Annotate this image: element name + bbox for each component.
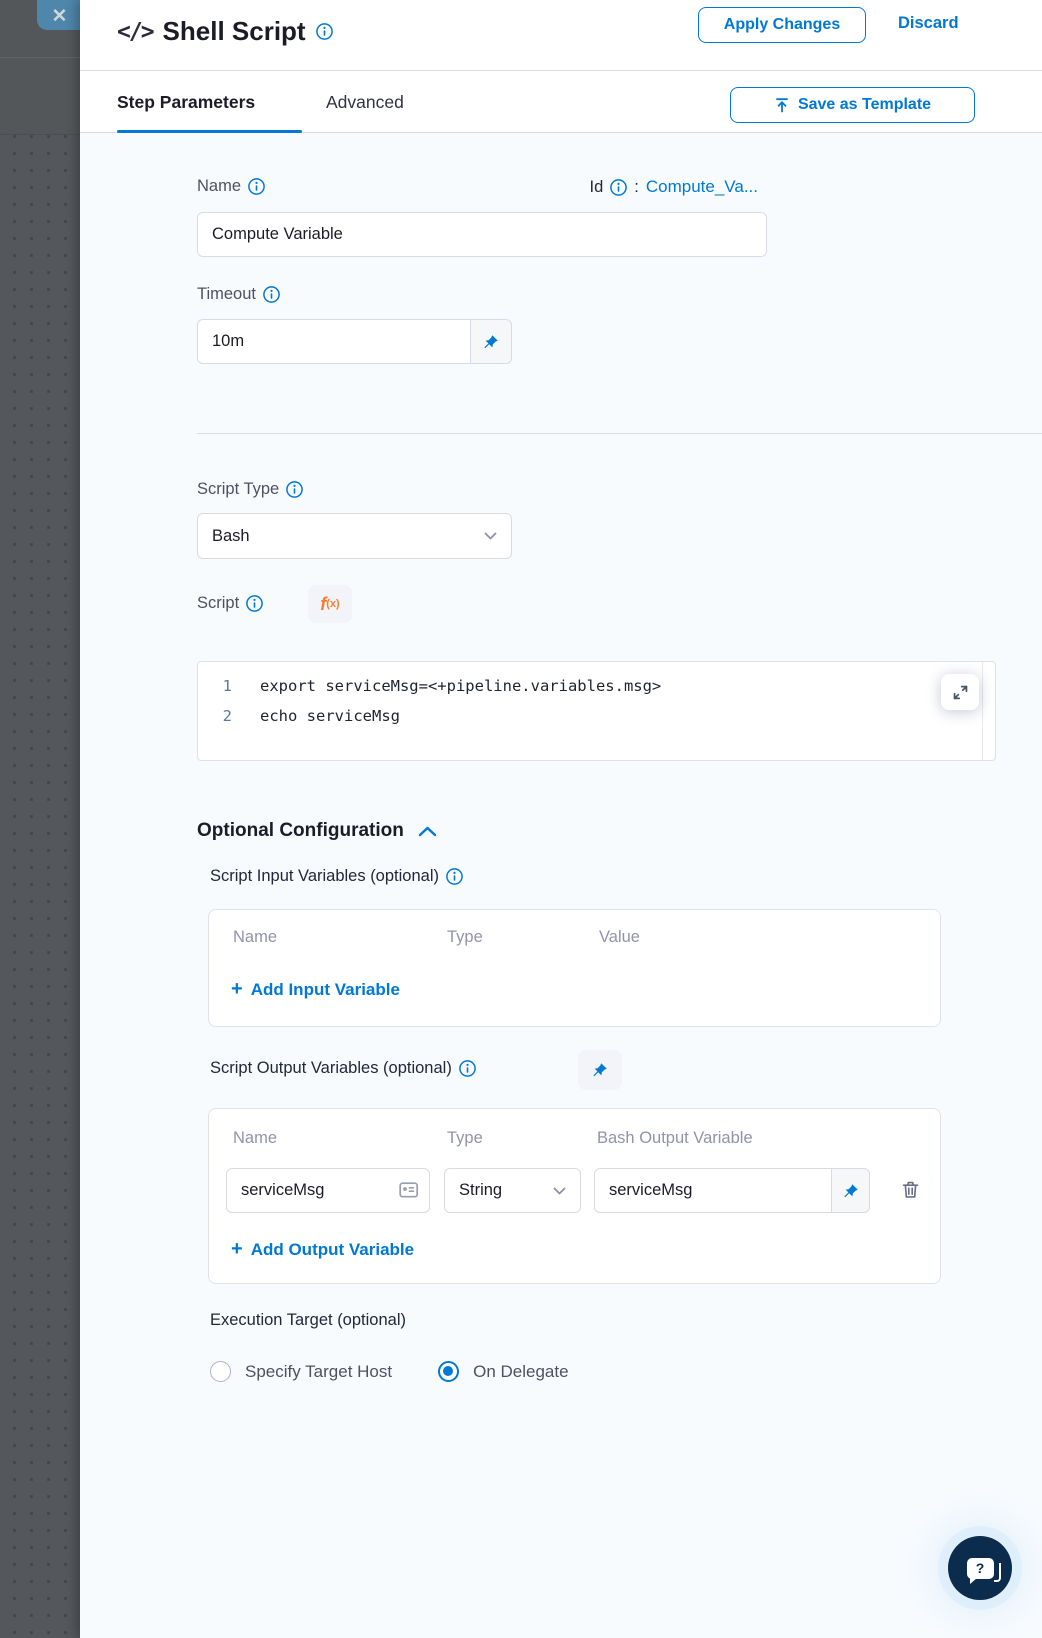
pin-icon xyxy=(483,334,499,350)
script-label: Script xyxy=(197,594,240,612)
line-number: 2 xyxy=(222,707,232,725)
expression-fx-button[interactable]: f (x) xyxy=(308,585,352,623)
script-type-label: Script Type xyxy=(197,480,280,498)
tab-step-parameters[interactable]: Step Parameters xyxy=(117,92,256,112)
help-chat-button[interactable] xyxy=(948,1536,1012,1600)
output-type-select[interactable]: String xyxy=(444,1168,581,1213)
pin-icon xyxy=(592,1062,608,1078)
radio-label-specify-target-host: Specify Target Host xyxy=(245,1361,393,1381)
input-col-type: Type xyxy=(447,928,483,946)
line-number: 1 xyxy=(222,677,232,695)
chevron-down-icon xyxy=(484,532,497,540)
code-line xyxy=(198,671,995,701)
id-label: Id xyxy=(589,177,604,196)
upload-icon xyxy=(774,97,790,114)
name-info-icon[interactable] xyxy=(248,178,265,195)
save-as-template-button[interactable]: Save as Template xyxy=(730,87,975,123)
radio-on-delegate[interactable] xyxy=(438,1361,459,1382)
script-input-variables-label: Script Input Variables (optional) xyxy=(210,867,439,885)
add-output-variable-button[interactable]: + Add Output Variable xyxy=(231,1238,415,1260)
script-info-icon[interactable] xyxy=(246,595,263,612)
section-divider xyxy=(197,433,1042,434)
plus-icon: + xyxy=(231,1238,243,1260)
pipeline-canvas-dotted-background xyxy=(0,135,80,1638)
optional-configuration-title: Optional Configuration xyxy=(197,820,404,841)
close-icon: ✕ xyxy=(51,6,68,27)
page-title: Shell Script xyxy=(162,16,306,46)
input-col-value: Value xyxy=(599,928,640,946)
bash-variable-pin-button[interactable] xyxy=(832,1168,870,1213)
title-info-icon[interactable] xyxy=(316,23,333,40)
expand-editor-button[interactable] xyxy=(941,674,979,710)
script-output-variables-label: Script Output Variables (optional) xyxy=(210,1059,452,1077)
bash-output-variable-input[interactable] xyxy=(594,1168,832,1213)
code-text: export serviceMsg=<+pipeline.variables.msg> xyxy=(260,677,662,695)
output-col-type: Type xyxy=(447,1129,483,1147)
timeout-info-icon[interactable] xyxy=(263,286,280,303)
script-type-select[interactable]: Bash xyxy=(197,513,512,559)
tab-advanced[interactable]: Advanced xyxy=(326,92,404,112)
apply-changes-button[interactable]: Apply Changes xyxy=(698,7,866,43)
name-field-label: Name xyxy=(197,177,242,195)
chat-echo-bubble xyxy=(994,1563,1001,1582)
input-col-name: Name xyxy=(233,928,278,946)
output-variables-pin-button[interactable] xyxy=(578,1050,622,1090)
output-col-name: Name xyxy=(233,1129,278,1147)
plus-icon: + xyxy=(231,978,243,1000)
radio-label-on-delegate: On Delegate xyxy=(473,1361,569,1381)
output-col-bash-variable: Bash Output Variable xyxy=(597,1129,753,1147)
code-line xyxy=(198,701,995,731)
id-value-link[interactable]: Compute_Va... xyxy=(645,177,758,196)
editor-scrollbar-track[interactable] xyxy=(982,662,983,760)
active-tab-underline xyxy=(117,130,302,133)
radio-specify-target-host[interactable] xyxy=(210,1361,231,1382)
add-input-variable-button[interactable]: + Add Input Variable xyxy=(231,978,400,1000)
input-variables-info-icon[interactable] xyxy=(446,868,463,885)
allowed-values-icon[interactable] xyxy=(399,1181,418,1199)
shell-script-step-icon: </> xyxy=(117,18,153,45)
close-panel-button[interactable] xyxy=(37,0,82,30)
expand-icon xyxy=(952,684,969,701)
input-variables-card xyxy=(208,909,941,1027)
output-variables-info-icon[interactable] xyxy=(459,1060,476,1077)
timeout-input[interactable] xyxy=(197,319,471,364)
canvas-divider xyxy=(0,57,80,58)
name-input[interactable] xyxy=(197,212,767,257)
output-variables-card xyxy=(208,1108,941,1284)
script-type-info-icon[interactable] xyxy=(286,481,303,498)
id-info-icon[interactable] xyxy=(610,179,627,196)
id-colon: : xyxy=(634,177,639,196)
pin-icon xyxy=(843,1183,859,1199)
delete-row-trash-icon[interactable] xyxy=(901,1180,920,1199)
timeout-pin-button[interactable] xyxy=(471,319,512,364)
table-row-name-cell xyxy=(226,1168,430,1213)
chevron-up-icon[interactable] xyxy=(418,826,437,837)
script-code-editor[interactable] xyxy=(197,661,996,761)
discard-link[interactable]: Discard xyxy=(898,14,959,32)
timeout-field-label: Timeout xyxy=(197,285,256,303)
code-text: echo serviceMsg xyxy=(260,707,400,725)
help-chat-icon: ? xyxy=(967,1558,994,1579)
execution-target-label: Execution Target (optional) xyxy=(210,1311,406,1329)
chevron-down-icon xyxy=(553,1187,566,1195)
